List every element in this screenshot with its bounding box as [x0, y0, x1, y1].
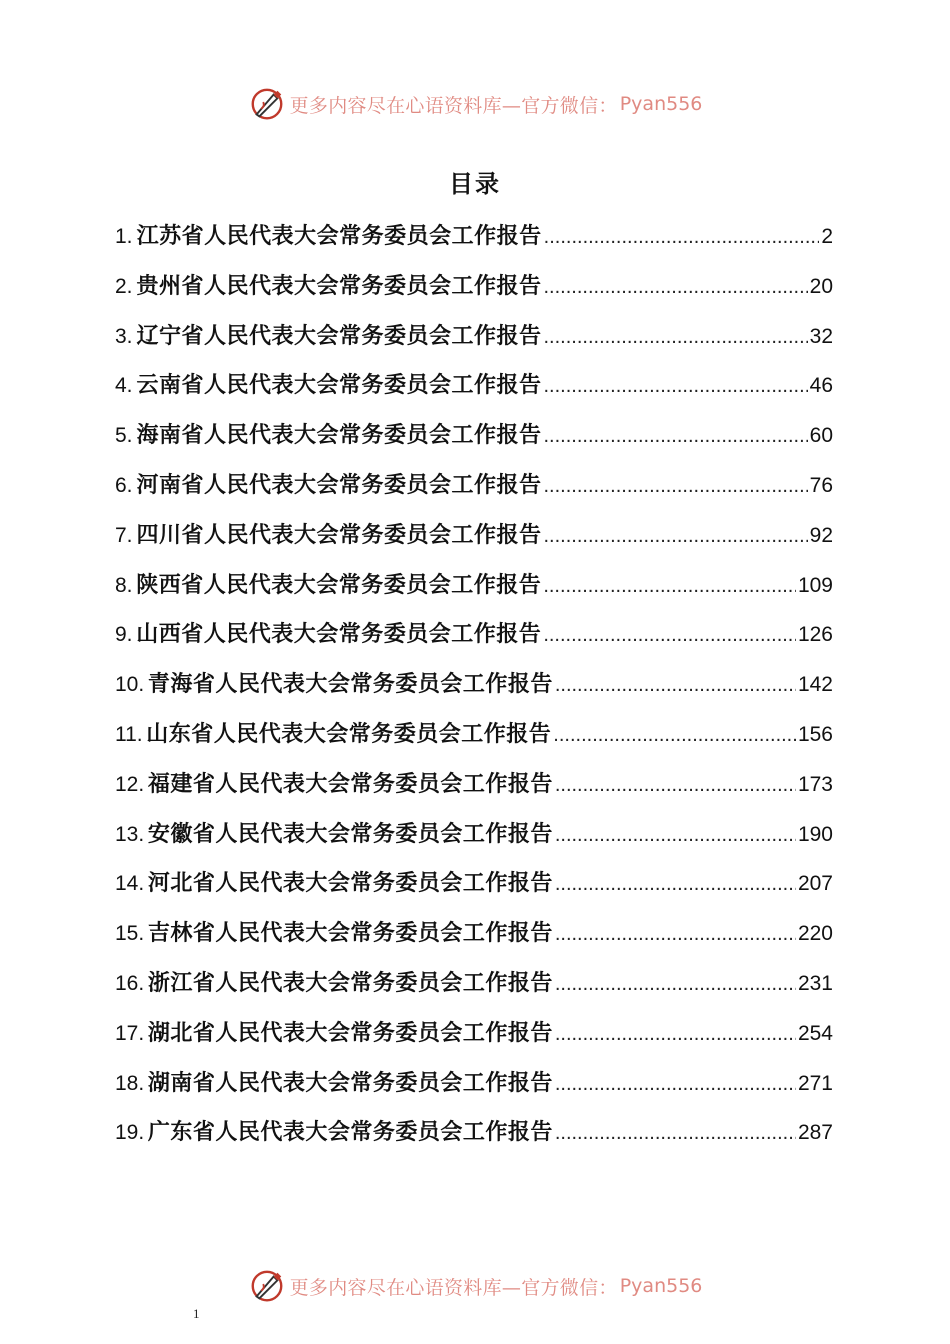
toc-entry-page: 46 [809, 374, 833, 398]
toc-entry-number: 8. [115, 573, 133, 597]
toc-entry-number: 10. [115, 673, 145, 697]
footer-banner [0, 1264, 950, 1308]
toc-entry[interactable] [115, 361, 833, 411]
toc-entry-title: 四川省人民代表大会常务委员会工作报告 [136, 521, 542, 548]
toc-dot-leader [555, 960, 796, 1010]
toc-entry-page: 20 [809, 274, 833, 298]
toc-entry-page: 126 [797, 623, 833, 647]
toc-entry[interactable] [115, 660, 833, 710]
toc-entry-number: 6. [115, 473, 133, 497]
toc-entry-title: 山西省人民代表大会常务委员会工作报告 [136, 621, 542, 648]
toc-entry[interactable] [115, 212, 833, 262]
toc-entry-number: 11. [115, 722, 143, 746]
toc-dot-leader [544, 512, 808, 562]
toc-entry-page: 271 [797, 1071, 833, 1095]
banner-wechat-id: Pyan556 [619, 1275, 703, 1297]
toc-entry-page: 231 [797, 971, 833, 995]
toc-entry[interactable] [115, 561, 833, 611]
toc-entry-number: 5. [115, 424, 133, 448]
toc-entry-number: 18. [115, 1071, 145, 1095]
toc-entry-title: 河南省人民代表大会常务委员会工作报告 [136, 471, 542, 498]
toc-dot-leader [553, 711, 796, 761]
toc-entry-page: 76 [809, 473, 833, 497]
toc-dot-leader [543, 562, 796, 612]
toc-entry-title: 青海省人民代表大会常务委员会工作报告 [147, 671, 553, 698]
toc-dot-leader [555, 910, 796, 960]
banner-text: 更多内容尽在心语资料库—官方微信： [289, 1276, 618, 1299]
toc-entry-title: 江苏省人民代表大会常务委员会工作报告 [136, 223, 542, 249]
toc-entry[interactable] [115, 810, 833, 860]
toc-dot-leader [555, 661, 796, 711]
banner-wechat-id: Pyan556 [619, 93, 703, 115]
toc-entry[interactable] [115, 411, 833, 461]
toc-dot-leader [544, 313, 808, 363]
toc-entry-page: 60 [809, 424, 833, 448]
toc-dot-leader [555, 1109, 796, 1159]
toc-dot-leader [543, 611, 796, 661]
toc-entry-page: 220 [797, 922, 833, 946]
toc-entry[interactable] [115, 859, 833, 909]
toc-dot-leader [555, 761, 796, 811]
toc-entry-number: 4. [115, 374, 133, 398]
toc-entry[interactable] [115, 511, 833, 561]
toc-entry-number: 12. [115, 772, 145, 796]
toc-entry-number: 14. [115, 872, 145, 896]
banner-text: 更多内容尽在心语资料库—官方微信： [289, 94, 618, 117]
toc-dot-leader [555, 811, 796, 861]
toc-dot-leader [544, 462, 808, 512]
toc-entry-number: 7. [115, 523, 133, 547]
pen-nib-logo-icon [248, 1267, 286, 1305]
toc-entry-title: 湖北省人民代表大会常务委员会工作报告 [147, 1019, 553, 1046]
toc-list [115, 212, 833, 1158]
header-banner [0, 82, 950, 126]
toc-entry-number: 1. [115, 225, 133, 248]
toc-dot-leader [555, 860, 796, 910]
toc-entry-page: 142 [797, 673, 833, 697]
toc-entry-title: 广东省人民代表大会常务委员会工作报告 [147, 1119, 553, 1146]
toc-entry-page: 32 [809, 324, 833, 348]
toc-entry-title: 福建省人民代表大会常务委员会工作报告 [147, 770, 553, 797]
toc-entry-number: 9. [115, 623, 133, 647]
toc-entry[interactable] [115, 1059, 833, 1109]
toc-entry-page: 207 [797, 872, 833, 896]
toc-dot-leader [555, 1010, 796, 1060]
toc-entry-title: 陕西省人民代表大会常务委员会工作报告 [136, 571, 542, 598]
toc-entry[interactable] [115, 959, 833, 1009]
toc-entry-number: 19. [115, 1121, 145, 1145]
toc-entry-title: 河北省人民代表大会常务委员会工作报告 [147, 870, 553, 897]
toc-entry-number: 16. [115, 971, 145, 995]
toc-entry-page: 173 [797, 772, 833, 796]
toc-entry-title: 贵州省人民代表大会常务委员会工作报告 [136, 272, 542, 299]
toc-entry[interactable] [115, 1009, 833, 1059]
toc-entry[interactable] [115, 909, 833, 959]
toc-entry-page: 254 [797, 1021, 833, 1045]
toc-dot-leader [544, 263, 808, 313]
toc-entry-page: 156 [797, 722, 833, 746]
toc-entry-title: 辽宁省人民代表大会常务委员会工作报告 [136, 322, 542, 349]
toc-entry-title: 安徽省人民代表大会常务委员会工作报告 [147, 820, 553, 847]
toc-dot-leader [555, 1060, 796, 1110]
toc-dot-leader [544, 362, 808, 412]
toc-entry-title: 山东省人民代表大会常务委员会工作报告 [146, 720, 552, 747]
toc-entry-page: 92 [809, 523, 833, 547]
toc-dot-leader [544, 412, 808, 462]
toc-entry-number: 15. [115, 922, 145, 946]
toc-entry-title: 浙江省人民代表大会常务委员会工作报告 [147, 969, 553, 996]
toc-entry[interactable] [115, 760, 833, 810]
toc-entry-title: 云南省人民代表大会常务委员会工作报告 [136, 372, 542, 399]
toc-entry[interactable] [115, 710, 833, 760]
toc-entry[interactable] [115, 1108, 833, 1158]
toc-dot-leader [544, 213, 820, 263]
toc-entry-page: 287 [797, 1121, 833, 1145]
toc-entry-page: 190 [797, 822, 833, 846]
page-number: 1 [193, 1306, 200, 1321]
toc-entry[interactable] [115, 262, 833, 312]
toc-entry-title: 海南省人民代表大会常务委员会工作报告 [136, 422, 542, 449]
toc-entry[interactable] [115, 461, 833, 511]
toc-entry-number: 2. [115, 274, 133, 298]
toc-entry[interactable] [115, 312, 833, 362]
toc-entry[interactable] [115, 610, 833, 660]
toc-entry-page: 2 [821, 225, 833, 248]
toc-entry-page: 109 [797, 573, 833, 597]
toc-entry-number: 17. [115, 1021, 145, 1045]
pen-nib-logo-icon [248, 85, 286, 123]
toc-entry-number: 3. [115, 324, 133, 348]
toc-entry-number: 13. [115, 822, 145, 846]
toc-title: 目录 [449, 169, 501, 198]
toc-entry-title: 湖南省人民代表大会常务委员会工作报告 [147, 1069, 553, 1096]
toc-entry-title: 吉林省人民代表大会常务委员会工作报告 [147, 920, 553, 947]
